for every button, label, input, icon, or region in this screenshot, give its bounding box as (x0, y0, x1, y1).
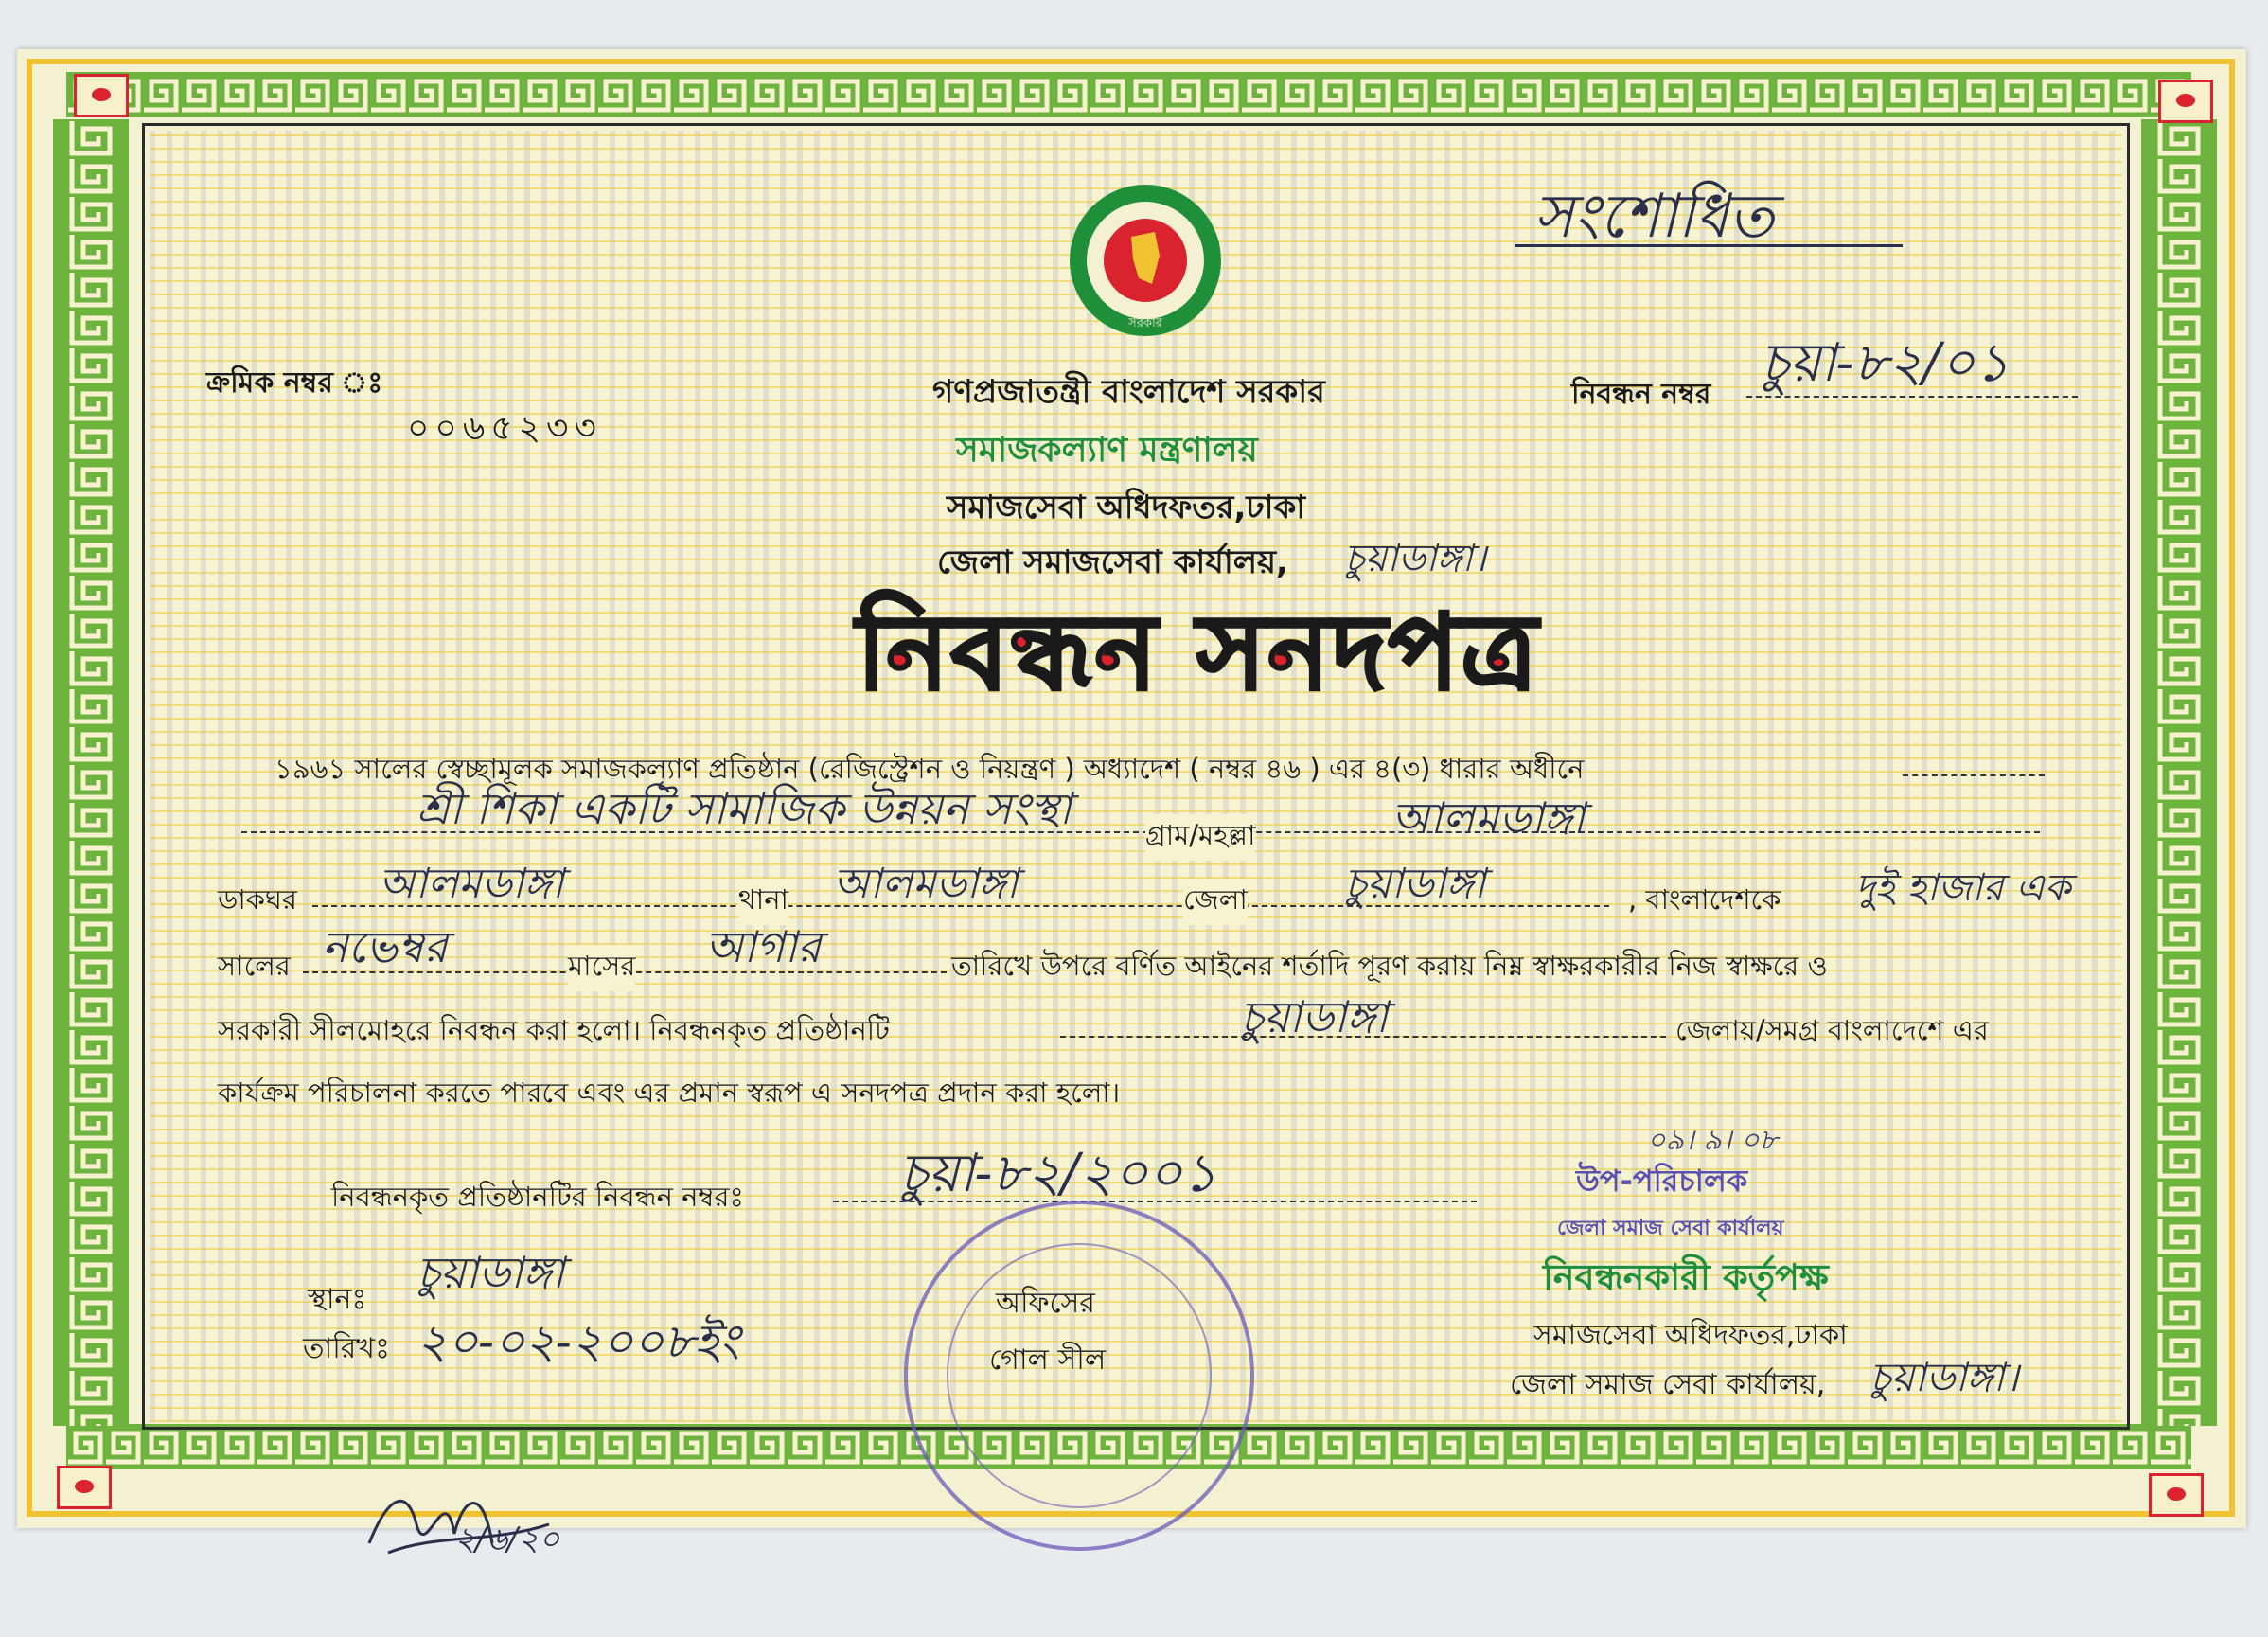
day-handwritten: আগার (705, 921, 822, 972)
month-label: মাসের (568, 945, 635, 991)
office-stamp-small: জেলা সমাজ সেবা কার্যালয় (1557, 1217, 1784, 1240)
post-office-handwritten: আলমডাঙ্গা (379, 860, 564, 908)
country-label: , বাংলাদেশকে (1628, 883, 1781, 916)
top-greek-pattern (66, 72, 2191, 117)
office-seal-label: অফিসের (996, 1287, 1095, 1320)
svg-text:সরকার: সরকার (1128, 316, 1162, 330)
deputy-director-stamp: উপ-পরিচালক (1576, 1163, 1748, 1199)
certificate-title: নিবন্ধন সনদপত্র (857, 592, 1540, 713)
corner-ornament-top-left (74, 74, 129, 117)
registration-number-label: নিবন্ধনকৃত প্রতিষ্ঠানটির নিবন্ধন নম্বরঃ (331, 1181, 744, 1213)
signatory-district-handwritten: চুয়াডাঙ্গা। (1869, 1354, 2019, 1400)
activities-line: কার্যক্রম পরিচালনা করতে পারবে এবং এর প্রমান স্বরূপ এ সনদপত্র প্রদান করা হলো। (218, 1077, 1121, 1109)
post-office-label: ডাকঘর (218, 883, 297, 916)
corner-ornament-bottom-left (57, 1466, 112, 1509)
right-greek-pattern (2141, 119, 2217, 1426)
ordinance-line-dash (1903, 774, 2045, 776)
district-office-name: জেলা সমাজসেবা কার্যালয়, (937, 543, 1288, 581)
registration-number-handwritten: চুয়া-৮২/২০০১ (899, 1143, 1217, 1204)
village-label: গ্রাম/মহল্লা (1145, 814, 1255, 861)
signature-date-handwritten: ০৯। ৯। ০৮ (1647, 1124, 1778, 1157)
thana-label: থানা (738, 879, 788, 925)
conditions-line: তারিখে উপরে বর্ণিত আইনের শর্তাদি পূরণ করায় নিম্ন স্বাক্ষরকারীর নিজ স্বাক্ষরে ও (951, 950, 1828, 982)
district-handwritten: চুয়াডাঙ্গা (1344, 860, 1486, 908)
date-handwritten: ২০-০২-২০০৮ইং (416, 1314, 740, 1369)
ministry-name: সমাজকল্যাণ মন্ত্রণালয় (956, 431, 1258, 470)
place-label: স্থানঃ (308, 1283, 367, 1316)
organization-name-handwritten: শ্রী শিকা একটি সামাজিক উন্নয়ন সংস্থা (416, 783, 1072, 834)
district-office-handwritten: চুয়াডাঙ্গা। (1344, 537, 1487, 580)
jurisdiction-text: জেলায়/সমগ্র বাংলাদেশে এর (1675, 1014, 1989, 1046)
ordinance-line: ১৯৬১ সালের স্বেচ্ছামূলক সমাজকল্যাণ প্রতিষ্ঠান (রেজিস্ট্রেশন ও নিয়ন্ত্রণ ) অধ্যাদেশ ( নম্বর ৪৬ ) এর ৪(৩) ধারার অধীনে (275, 753, 1585, 785)
year-label: সালের (218, 950, 291, 982)
registered-district-handwritten: চুয়াডাঙ্গা (1240, 991, 1389, 1042)
reg-number-handwritten: চুয়া-৮২/০১ (1761, 332, 2010, 394)
year-words-handwritten: দুই হাজার এক (1855, 866, 2071, 910)
serial-value: ০০৬৫২৩৩ (407, 409, 602, 448)
corner-ornament-bottom-right (2149, 1473, 2204, 1517)
serial-label: ক্রমিক নম্বর ঃ (206, 366, 383, 400)
date-label: তারিখঃ (303, 1332, 390, 1365)
government-line: গণপ্রজাতন্ত্রী বাংলাদেশ সরকার (932, 373, 1325, 411)
signatory-district-office: জেলা সমাজ সেবা কার্যালয়, (1510, 1368, 1826, 1401)
village-handwritten: আলমডাঙ্গা (1391, 792, 1586, 844)
registering-authority: নিবন্ধনকারী কর্তৃপক্ষ (1543, 1256, 1829, 1298)
signatory-directorate: সমাজসেবা অধিদফতর,ঢাকা (1533, 1319, 1848, 1352)
corner-ornament-top-right (2158, 80, 2213, 123)
left-greek-pattern (53, 119, 129, 1426)
seal-registration-line: সরকারী সীলমোহরে নিবন্ধন করা হলো। নিবন্ধনকৃত প্রতিষ্ঠানটি (218, 1014, 890, 1046)
bottom-date-handwritten: ২/৬/২০ (454, 1521, 560, 1558)
amended-handwritten: সংশোধিত (1533, 182, 1775, 252)
thana-handwritten: আলমডাঙ্গা (833, 860, 1019, 908)
reg-number-label: নিবন্ধন নম্বর (1571, 378, 1711, 411)
district-label: জেলা (1183, 879, 1248, 925)
place-handwritten: চুয়াডাঙ্গা (416, 1247, 565, 1298)
amended-underline (1515, 244, 1903, 247)
directorate-name: সমাজসেবা অধিদফতর,ঢাকা (947, 489, 1306, 526)
month-handwritten: নভেম্বর (322, 921, 448, 972)
round-seal-label: গোল সীল (989, 1343, 1107, 1377)
government-emblem-icon (1065, 180, 1226, 341)
